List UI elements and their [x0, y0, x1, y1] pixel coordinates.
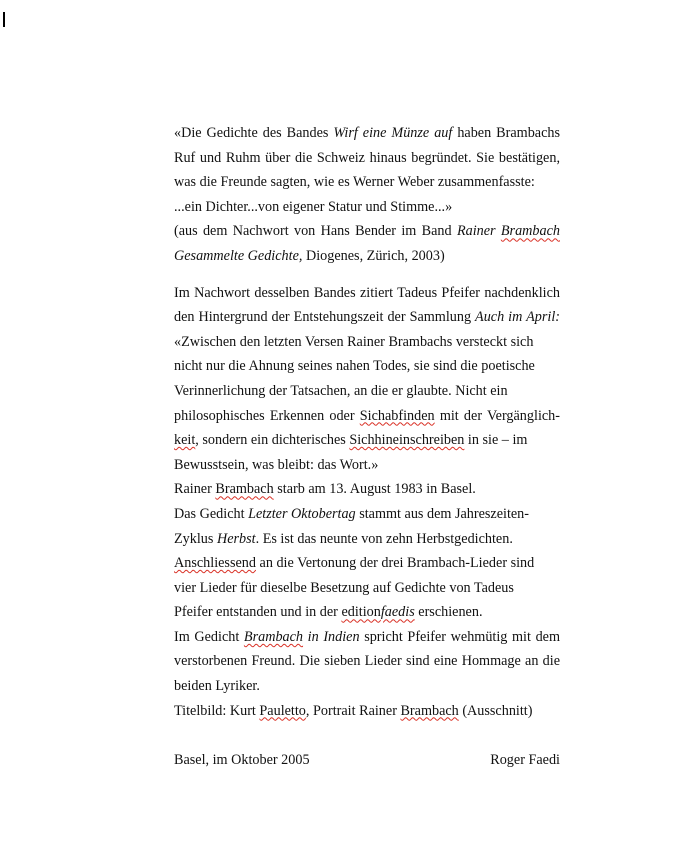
text: edition: [341, 604, 381, 621]
quote-paragraph: [174, 121, 560, 269]
text-line: [174, 428, 560, 453]
book-title: Auch im April:: [475, 309, 560, 326]
text-line: vier Lieder für dieselbe Besetzung auf Gedichte von Tadeus: [174, 579, 514, 596]
text-line: [174, 699, 560, 724]
text: mit der Vergänglich-: [434, 407, 560, 424]
text: philosophisches Erkennen oder: [174, 407, 360, 424]
spellcheck-word[interactable]: Anschliessend: [174, 555, 256, 572]
text: «Die Gedichte des Bandes: [174, 125, 334, 141]
spellcheck-word[interactable]: Pauletto: [259, 702, 306, 719]
spellcheck-word[interactable]: [341, 604, 414, 620]
text-line: [174, 551, 560, 576]
text-line: [174, 477, 560, 502]
author-name: Roger Faedi: [490, 752, 560, 769]
text: an die Vertonung der drei Brambach-Lieder sind: [255, 555, 535, 572]
text: stammt aus dem Jahreszeiten-: [355, 505, 530, 522]
body-paragraph: [174, 281, 560, 724]
spellcheck-word[interactable]: Brambach: [215, 481, 274, 498]
text-line: beiden Lyriker.: [174, 678, 260, 695]
text-line: «Zwischen den letzten Versen Rainer Brambachs versteckt sich: [174, 333, 534, 350]
text: den Hintergrund der Entstehungszeit der Sammlung: [174, 309, 476, 326]
spellcheck-word[interactable]: keit: [174, 432, 196, 449]
text: spricht Pfeifer wehmütig mit dem: [359, 628, 560, 645]
book-title: Gesammelte Gedichte,: [174, 247, 303, 264]
text: . Es ist das neunte von zehn Herbstgedichten.: [255, 530, 513, 547]
book-title: [457, 223, 560, 239]
signature-line: [174, 748, 560, 773]
text: , Portrait Rainer: [305, 702, 401, 719]
book-title: Wirf eine Münze auf: [333, 125, 453, 141]
text: Rainer: [456, 223, 501, 240]
spellcheck-word[interactable]: Sichabfinden: [359, 407, 435, 424]
text: Zyklus: [174, 530, 217, 547]
text: in sie – im: [464, 432, 528, 449]
poem-title: [244, 629, 360, 645]
text: (aus dem Nachwort von Hans Bender im Band: [174, 223, 457, 240]
text-line: [174, 244, 560, 269]
text: haben Brambachs: [452, 125, 560, 141]
text-line: [174, 219, 560, 244]
text-line: [174, 625, 560, 650]
publisher-name: faedis: [380, 604, 415, 621]
text-line: [174, 527, 560, 552]
text-line: was die Freunde sagten, wie es Werner Weber zusammenfasste:: [174, 174, 535, 191]
spellcheck-word[interactable]: Brambach: [400, 702, 459, 719]
text-line: [174, 600, 560, 625]
spellcheck-word[interactable]: Brambach: [243, 628, 304, 645]
place-date: Basel, im Oktober 2005: [174, 752, 310, 769]
text: erschienen.: [414, 604, 483, 621]
text-cursor: [3, 12, 5, 27]
text: Das Gedicht: [174, 505, 249, 522]
text-line: [174, 404, 560, 429]
text: , sondern ein dichterisches: [195, 432, 350, 449]
text: Titelbild: Kurt: [174, 702, 260, 719]
text: Diogenes, Zürich, 2003): [302, 247, 445, 264]
text-line: ...ein Dichter...von eigener Statur und Stimme...»: [174, 198, 453, 215]
poem-title: Letzter Oktobertag: [248, 505, 356, 522]
text: Rainer: [174, 481, 216, 498]
text: starb am 13. August 1983 in Basel.: [273, 481, 476, 498]
text: (Ausschnitt): [458, 702, 533, 719]
text: Im Gedicht: [174, 628, 244, 645]
text-line: [174, 502, 560, 527]
text-line: nicht nur die Ahnung seines nahen Todes, sie sind die poetische: [174, 358, 535, 375]
text: Pfeifer entstanden und in der: [174, 604, 342, 621]
text-line: Bewusstsein, was bleibt: das Wort.»: [174, 456, 379, 473]
text-line: [174, 305, 560, 330]
document-page[interactable]: [174, 121, 560, 773]
spellcheck-word[interactable]: Brambach: [500, 223, 560, 240]
text-line: [174, 121, 560, 146]
spellcheck-word[interactable]: Sichhineinschreiben: [349, 432, 465, 449]
text-line: Verinnerlichung der Tatsachen, an die er glaubte. Nicht ein: [174, 382, 508, 399]
text: in Indien: [303, 628, 360, 645]
text-line: Ruf und Ruhm über die Schweiz hinaus begründet. Sie bestätigen,: [174, 149, 560, 166]
cycle-title: Herbst: [216, 530, 256, 547]
text-line: Im Nachwort desselben Bandes zitiert Tadeus Pfeifer nachdenklich: [174, 284, 560, 301]
text-line: verstorbenen Freund. Die sieben Lieder sind eine Hommage an die: [174, 653, 560, 670]
